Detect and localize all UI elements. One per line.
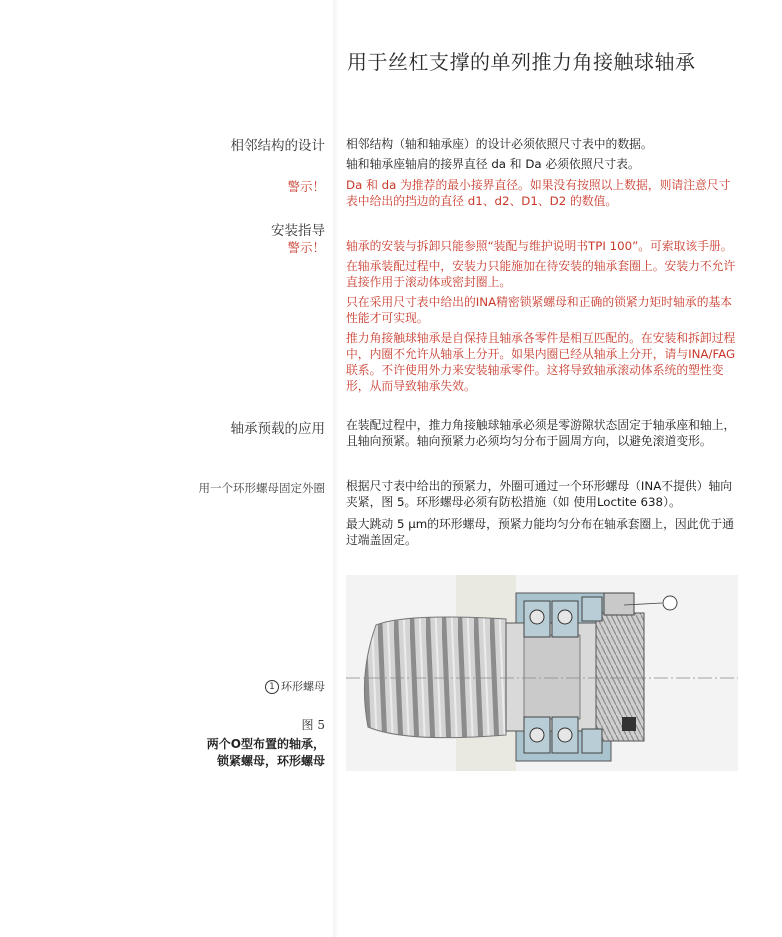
ring-nut-para-1: 根据尺寸表中给出的预紧力，外圈可通过一个环形螺母（INA不提供）轴向夹紧，图 5。环形螺母必须有防松措施（如 使用Loctite 638）。 bbox=[346, 479, 733, 509]
ring-nut-para-2: 最大跳动 5 μm的环形螺母，预紧力能均匀分布在轴承套圈上，因此优于通过端盖固定。 bbox=[346, 517, 734, 547]
adjacent-design-text bbox=[346, 136, 738, 172]
warning-label-mounting: 警示！ bbox=[287, 240, 325, 255]
bearing-assembly-drawing bbox=[346, 575, 738, 771]
page-gutter bbox=[333, 0, 339, 937]
adjacent-design-line2: 轴和轴承座轴肩的接界直径 da 和 Da 必须依照尺寸表。 bbox=[346, 157, 640, 171]
warning-label-adjacent: 警示！ bbox=[287, 179, 325, 194]
callout-number-icon: 1 bbox=[265, 680, 279, 694]
mounting-para-1: 轴承的安装与拆卸只能参照“装配与维护说明书TPI 100”。可索取该手册。 bbox=[346, 239, 733, 253]
adjacent-design-warning: Da 和 da 为推荐的最小接界直径。如果没有按照以上数据，则请注意尺寸表中给出的挡边的直径 d1、d2、D1、D2 的数值。 bbox=[346, 178, 731, 208]
heading-mounting: 安装指导 bbox=[271, 223, 325, 239]
figure-callout-ring-nut bbox=[265, 678, 325, 694]
figure-caption-line1: 两个O型布置的轴承， bbox=[206, 737, 325, 751]
mounting-instructions bbox=[346, 238, 738, 394]
mounting-para-4: 推力角接触球轴承是自保持且轴承各零件是相互匹配的。在安装和拆卸过程中，内圈不允许从轴承上分开。如果内圈已经从轴承上分开，请与INA/FAG联系。不许使用外力来安装轴承零件。这将导致轴承滚动体系统的塑性变形，从而导致轴承失效。 bbox=[346, 331, 736, 393]
preload-text: 在装配过程中，推力角接触球轴承必须是零游隙状态固定于轴承座和轴上，且轴向预紧。轴向预紧力必须均匀分布于圆周方向，以避免滚道变形。 bbox=[346, 418, 736, 448]
adjacent-design-line1: 相邻结构（轴和轴承座）的设计必须依照尺寸表中的数据。 bbox=[346, 137, 653, 151]
figure-caption-line2: 锁紧螺母，环形螺母 bbox=[216, 754, 325, 768]
figure-5-drawing bbox=[346, 575, 738, 771]
ring-nut-text bbox=[346, 478, 738, 548]
heading-preload: 轴承预载的应用 bbox=[230, 421, 325, 437]
figure-caption bbox=[207, 736, 325, 770]
page-title: 用于丝杠支撑的单列推力角接触球轴承 bbox=[347, 50, 696, 74]
figure-label: 图 5 bbox=[301, 718, 325, 732]
heading-ring-nut: 用一个环形螺母固定外圈 bbox=[198, 481, 325, 495]
heading-adjacent-design: 相邻结构的设计 bbox=[230, 138, 325, 154]
mounting-para-2: 在轴承装配过程中，安装力只能施加在待安装的轴承套圈上。安装力不允许直接作用于滚动体或密封圈上。 bbox=[346, 259, 736, 289]
mounting-para-3: 只在采用尺寸表中给出的INA精密锁紧螺母和正确的锁紧力矩时轴承的基本性能才可实现。 bbox=[346, 295, 733, 325]
callout-label: 环形螺母 bbox=[281, 680, 325, 693]
